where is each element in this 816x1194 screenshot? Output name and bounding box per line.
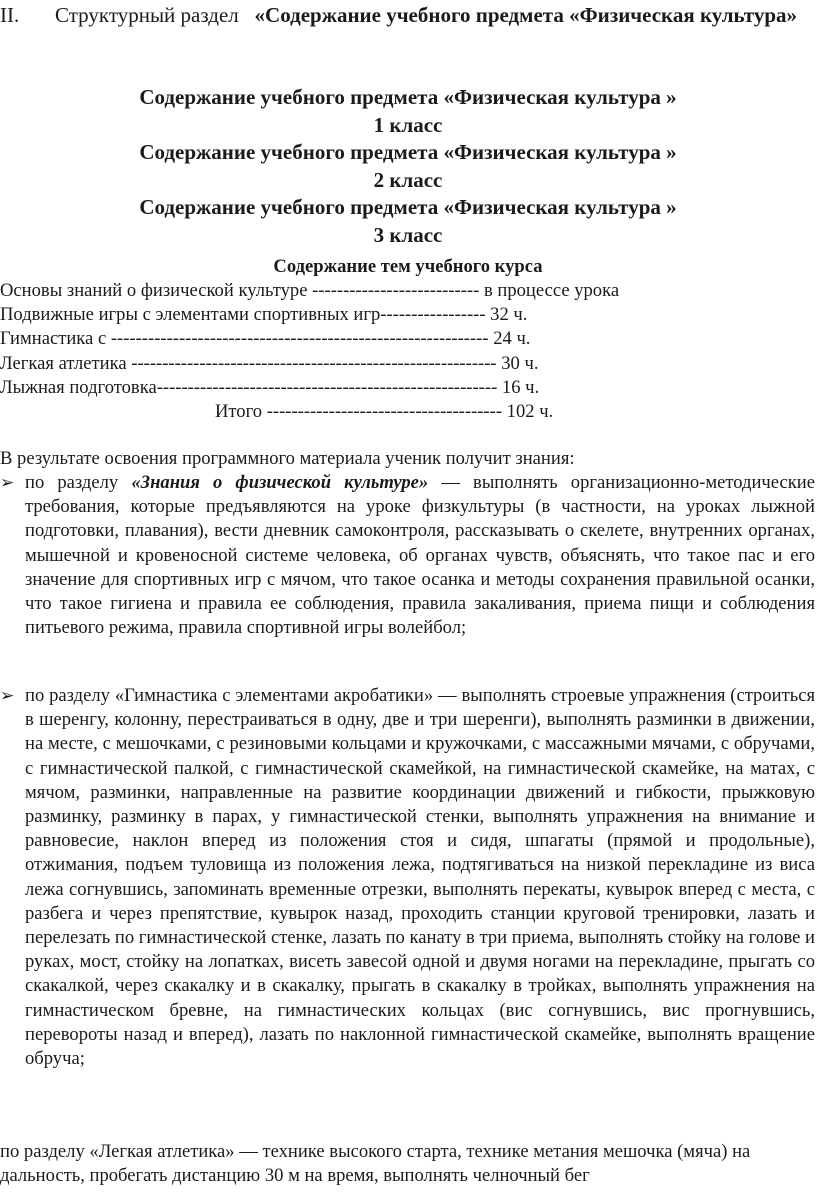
course-title: Содержание тем учебного курса — [273, 256, 543, 277]
section-prefix: Структурный раздел — [55, 3, 239, 27]
list-item-text — [25, 471, 815, 640]
list-item-text: по разделу «Гимнастика с элементами акробатики» — выполнять строевые упражнения (строиться в шеренгу, колонну, перестраиваться в одну, две и три шеренги), выполнять разминки в движении, на месте, с мешочками, с резиновыми кольцами и кружочками, с массажными мячами, с обручами, с гимнастической палкой, с гимнастической скамейкой, на гимнастической скамейке, на матах, с мячом, разминки, направленные на развитие координации движений и гибкости, прыжковую разминку, разминку в парах, у гимнастической стенки, выполнять упражнения на внимание и равновесие, наклон вперед из положения стоя и сидя, шпагаты (прямой и продольные), отжимания, подъем туловища из положения лежа, подтягиваться на низкой перекладине из виса лежа согнувшись, запоминать временные отрезки, выполнять перекаты, кувырок вперед с места, с разбега и через препятствие, кувырок назад, проходить станции круговой тренировки, лазать и перелезать по гимнастической стенке, лазать по канату в три приема, выполнять стойку на голове и руках, мост, стойку на лопатках, висеть завесой одной и двумя ногами на перекладине, прыгать со скакалкой, через скакалку и в скакалку, прыгать в скакалку в тройках, выполнять упражнения на гимнастическом бревне, на гимнастических кольцах (вис согнувшись, вис прогнувшись, перевороты назад и вперед), лазать по наклонной гимнастической скамейке, выполнять вращение обруча; — [25, 685, 815, 1070]
hours-row: Легкая атлетика ----------------------------------------------------------- 30 ч. — [0, 352, 539, 374]
grade-titles — [0, 84, 816, 249]
arrow-bullet-icon: ➢ — [0, 686, 15, 706]
section-heading — [0, 0, 812, 30]
athletics-paragraph: по разделу «Легкая атлетика» — технике высокого старта, технике метания мешочка (мяча) на дальность, пробегать дистанцию 30 м на время, выполнять челночный бег — [0, 1141, 751, 1187]
hours-row: Основы знаний о физической культуре --------------------------- в процессе урока — [0, 280, 620, 301]
grade-title: Содержание учебного предмета «Физическая культура » — [139, 195, 677, 219]
grade-label: 1 класс — [373, 112, 443, 137]
section-number: II. — [0, 3, 20, 27]
bullet-emphasis: «Знания о физической культуре» — [131, 472, 429, 493]
arrow-bullet-icon: ➢ — [0, 473, 15, 493]
bullet-body: — выполнять организационно-методические требования, которые предъявляются на уроке физкультуры (в частности, на уроках лыжной подготовки, плавания), вести дневник самоконтроля, рассказывать о скелете, внутренних органах, мышечной и кровеносной системе человека, об органах чувств, объяснять, что такое пас и его значение для спортивных игр с мячом, что такое осанка и методы сохранения правильной осанки, что такое гигиена и правила ее соблюдения, правила закаливания, приема пищи и соблюдения питьевого режима, правила спортивной игры волейбол; — [25, 472, 815, 639]
grade-label: 2 класс — [373, 167, 443, 192]
list-item — [0, 471, 815, 640]
hours-list — [0, 279, 720, 424]
hours-row: Подвижные игры с элементами спортивных игр----------------- 32 ч. — [0, 304, 528, 326]
grade-title: Содержание учебного предмета «Физическая культура » — [139, 85, 677, 109]
list-item — [0, 684, 815, 1071]
hours-row: Гимнастика с ------------------------------------------------------------- 24 ч. — [0, 328, 531, 350]
grade-label: 3 класс — [373, 222, 443, 247]
intro-paragraph: В результате освоения программного материала ученик получит знания: — [0, 448, 575, 469]
bullet-lead: по разделу — [25, 472, 132, 493]
grade-title: Содержание учебного предмета «Физическая культура » — [139, 140, 677, 164]
hours-row: Лыжная подготовка------------------------------------------------------- 16 ч. — [0, 376, 540, 398]
hours-total: Итого -------------------------------------- 102 ч. — [215, 400, 554, 422]
section-title: «Содержание учебного предмета «Физическая культура» — [254, 3, 798, 27]
